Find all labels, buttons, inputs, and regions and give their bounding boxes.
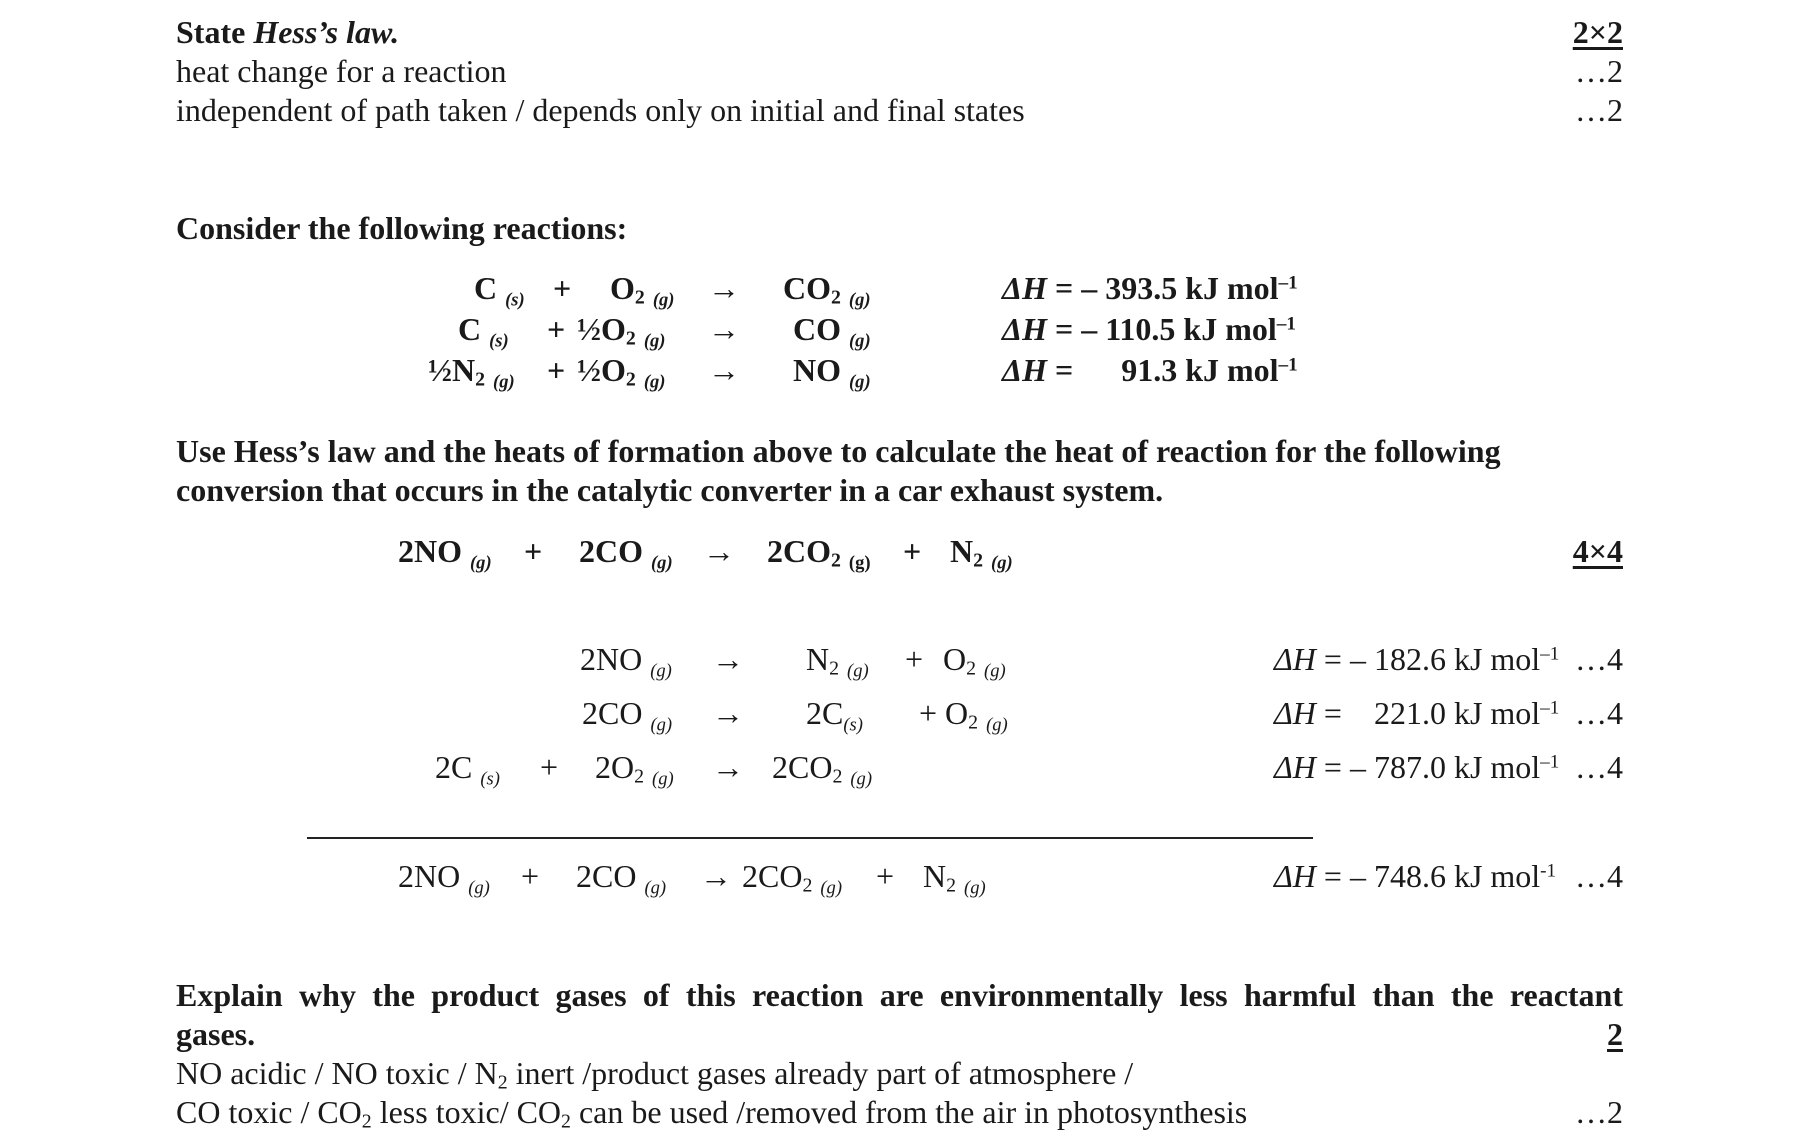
working-1-product-2: $O_2$ $_{(g)}$: [943, 641, 1006, 682]
total-reactant-2: 2CO $_{(g)}$: [576, 858, 667, 899]
target-reactant-2: 2CO $_{(g)}$: [579, 533, 673, 574]
reaction-2-enthalpy: ΔH = – 110.5 kJ mol$^{-1}$: [1002, 311, 1296, 347]
working-1-mark: …4: [1575, 641, 1623, 677]
total-product-1: $2CO_2$ $_{(g)}$: [742, 858, 843, 899]
working-3-reactant-2: $2O_2$ $_{(g)}$: [595, 749, 674, 790]
reaction-1-enthalpy: ΔH = – 393.5 kJ mol$^{-1}$: [1002, 270, 1298, 306]
reaction-1-arrow: →: [708, 270, 740, 306]
target-product-1: $2CO_2$ $_{(g)}$: [767, 533, 871, 574]
working-1-product-1: $N_2$ $_{(g)}$: [806, 641, 869, 682]
target-reactant-1: 2NO $_{(g)}$: [398, 533, 492, 574]
q2-marks: 4×4: [1572, 533, 1623, 569]
reaction-3-product: NO $_{(g)}$: [793, 352, 871, 393]
reaction-3-reactant-2: $\frac{1}{2}O_2$ $_{(g)}$: [577, 352, 666, 393]
q1-answer-2: independent of path taken / depends only on initial and final states: [176, 92, 1025, 128]
q1-prompt-text: State: [176, 14, 254, 50]
q2-intro: Consider the following reactions:: [176, 210, 628, 246]
working-2-product-2: + $O_2$ $_{(g)}$: [919, 695, 1008, 736]
q1-answer-1-mark: …2: [1575, 53, 1623, 89]
q3-prompt-line-2: gases.: [176, 1016, 256, 1052]
q1-prompt: [176, 16, 399, 48]
reaction-2-reactant-1: C $_{(s)}$: [458, 311, 509, 352]
total-enthalpy: ΔH = – 748.6 kJ mol$^{-1}$: [1274, 858, 1557, 894]
working-3-plus: +: [540, 749, 559, 785]
reaction-3-plus: +: [547, 352, 566, 388]
working-3-mark: …4: [1575, 749, 1623, 785]
working-1-plus: +: [905, 641, 924, 677]
working-2-enthalpy: ΔH = 221.0 kJ mol$^{-1}$: [1274, 695, 1560, 731]
target-product-2: $N_2$ $_{(g)}$: [950, 533, 1013, 574]
working-2-reactant: 2CO $_{(g)}$: [582, 695, 673, 736]
working-2-arrow: →: [712, 695, 744, 731]
reaction-1-plus: +: [553, 270, 572, 306]
q2-task-line-2: conversion that occurs in the catalytic converter in a car exhaust system.: [176, 472, 1164, 508]
total-product-2: $N_2$ $_{(g)}$: [923, 858, 986, 899]
reaction-3-arrow: →: [708, 352, 740, 388]
reaction-2-reactant-2: $\frac{1}{2}O_2$ $_{(g)}$: [577, 311, 666, 352]
working-1-enthalpy: ΔH = – 182.6 kJ mol$^{-1}$: [1274, 641, 1560, 677]
total-plus-2: +: [876, 858, 895, 894]
reaction-2-product: CO $_{(g)}$: [793, 311, 871, 352]
q1-answer-1: heat change for a reaction: [176, 53, 507, 89]
reaction-1-reactant-1: C $_{(s)}$: [474, 270, 525, 311]
q3-prompt-line-1: Explain why the product gases of this reaction are environmentally less harmful than the reactant: [176, 977, 1623, 1013]
working-3-product: $2CO_2$ $_{(g)}$: [772, 749, 873, 790]
total-mark: …4: [1575, 858, 1623, 894]
reaction-2-plus: +: [547, 311, 566, 347]
q3-marks: 2: [1607, 1016, 1623, 1052]
q3-answer-2-mark: …2: [1575, 1094, 1623, 1130]
target-plus-2: +: [903, 533, 922, 569]
q3-answer-2: CO toxic / $CO_2$ less toxic/ $CO_2$ can be used /removed from the air in photosynthesis: [176, 1094, 1248, 1133]
reaction-3-reactant-1: $\frac{1}{2}N_2$ $_{(g)}$: [428, 352, 515, 393]
q1-marks: 2×2: [1572, 14, 1623, 50]
reaction-1-reactant-2: $O_2$ $_{(g)}$: [610, 270, 675, 311]
q2-task-line-1: Use Hess’s law and the heats of formation above to calculate the heat of reaction for the following: [176, 433, 1501, 469]
total-plus-1: +: [521, 858, 540, 894]
reaction-3-enthalpy: ΔH = 91.3 kJ mol$^{-1}$: [1002, 352, 1298, 388]
reaction-1-product: $CO_2$ $_{(g)}$: [783, 270, 871, 311]
working-1-reactant: 2NO $_{(g)}$: [580, 641, 672, 682]
working-3-reactant-1: 2C $_{(s)}$: [435, 749, 500, 790]
sum-divider: [307, 837, 1313, 839]
q1-prompt-italic: Hess’s law.: [253, 14, 400, 50]
working-2-mark: …4: [1575, 695, 1623, 731]
working-3-arrow: →: [712, 749, 744, 785]
working-2-product-1: $2C_{(s)}$: [806, 695, 863, 736]
q1-answer-2-mark: …2: [1575, 92, 1623, 128]
total-reactant-1: 2NO $_{(g)}$: [398, 858, 490, 899]
target-arrow: →: [703, 533, 735, 569]
reaction-2-arrow: →: [708, 311, 740, 347]
total-arrow: →: [700, 858, 732, 894]
working-3-enthalpy: ΔH = – 787.0 kJ mol$^{-1}$: [1274, 749, 1560, 785]
working-1-arrow: →: [712, 641, 744, 677]
target-plus-1: +: [524, 533, 543, 569]
q3-answer-1: NO acidic / NO toxic / $N_2$ inert /product gases already part of atmosphere /: [176, 1055, 1134, 1094]
